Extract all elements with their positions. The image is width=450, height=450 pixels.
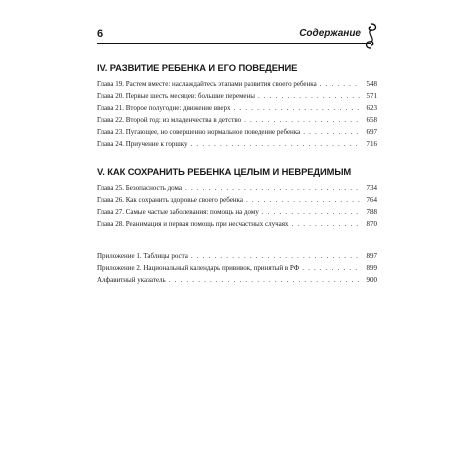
- toc-entry: Приложение 2. Национальный календарь прививок, принятый в РФ . . . 899: [97, 263, 377, 275]
- page-number: 6: [97, 28, 104, 40]
- toc-entry: Глава 26. Как сохранить здоровье своего ребенка . . . 764: [97, 195, 377, 207]
- toc-entry: Глава 27. Самые частые заболевания: помощь на дому . . . 788: [97, 207, 377, 219]
- toc-page: [97, 26, 377, 287]
- toc-entry: Глава 20. Первые шесть месяцев: большие перемены . . . 571: [97, 91, 377, 103]
- toc-entry: Приложение 1. Таблицы роста . . . 897: [97, 251, 377, 263]
- running-title: Содержание: [299, 28, 361, 39]
- toc-entry: Глава 23. Пугающее, но совершенно нормальное поведение ребенка . . . 697: [97, 127, 377, 139]
- section-iv: [97, 62, 377, 150]
- ornament-swirl-icon: [363, 22, 379, 50]
- toc-entry: Глава 19. Растем вместе: наслаждайтесь этапами развития своего ребенка . . . 548: [97, 79, 377, 91]
- toc-entry: Глава 25. Безопасность дома . . . 734: [97, 183, 377, 195]
- toc-entry: Алфавитный указатель . . . 900: [97, 275, 377, 287]
- toc-entry: Глава 28. Реанимация и первая помощь при несчастных случаях . . . 870: [97, 219, 377, 231]
- toc-entry: Глава 22. Второй год: из младенчества в детство . . . 658: [97, 115, 377, 127]
- toc-entry: Глава 21. Второе полугодие: движение вверх . . . 623: [97, 103, 377, 115]
- section-v: [97, 164, 377, 231]
- section-title: IV. РАЗВИТИЕ РЕБЕНКА И ЕГО ПОВЕДЕНИЕ: [97, 62, 298, 73]
- running-head: [97, 26, 377, 46]
- appendices: [97, 251, 377, 287]
- header-rule: [97, 43, 371, 44]
- section-title: V. КАК СОХРАНИТЬ РЕБЕНКА ЦЕЛЫМ И НЕВРЕДИМЫМ: [97, 166, 352, 178]
- toc-entry: Глава 24. Приучение к горшку . . . 716: [97, 139, 377, 151]
